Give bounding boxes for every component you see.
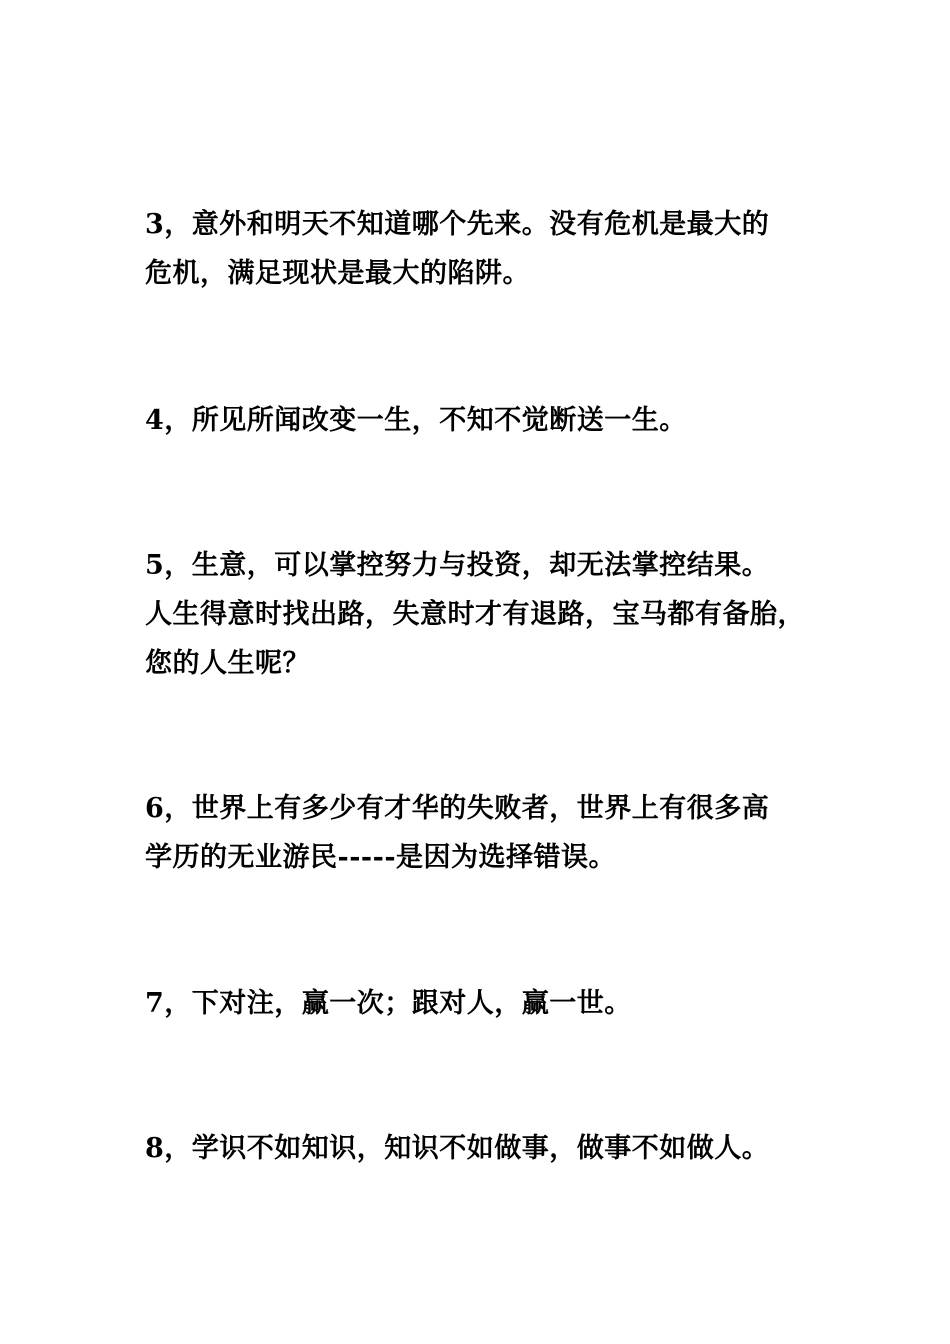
paragraph-3 [145,200,835,298]
paragraph-6 [145,784,835,882]
paragraph-line: 5，生意，可以掌控努力与投资，却无法掌控结果。 [145,550,770,581]
paragraph-4 [145,396,835,445]
paragraph-line: 您的人生呢？ [145,648,310,679]
paragraph-line: 危机，满足现状是最大的陷阱。 [145,258,530,289]
paragraph-line: 人生得意时找出路，失意时才有退路，宝马都有备胎， [145,599,805,630]
paragraph-5 [145,541,835,688]
paragraph-line: 7，下对注，赢一次；跟对人，赢一世。 [145,988,632,1019]
paragraph-line: 6，世界上有多少有才华的失败者，世界上有很多高 [145,793,770,824]
paragraph-line: 4，所见所闻改变一生，不知不觉断送一生。 [145,405,687,436]
paragraph-8 [145,1124,835,1173]
paragraph-line: 8，学识不如知识，知识不如做事，做事不如做人。 [145,1133,770,1164]
paragraph-line: 3，意外和明天不知道哪个先来。没有危机是最大的 [145,209,770,240]
paragraph-7 [145,979,835,1028]
paragraph-line: 学历的无业游民-----是因为选择错误。 [145,842,617,873]
